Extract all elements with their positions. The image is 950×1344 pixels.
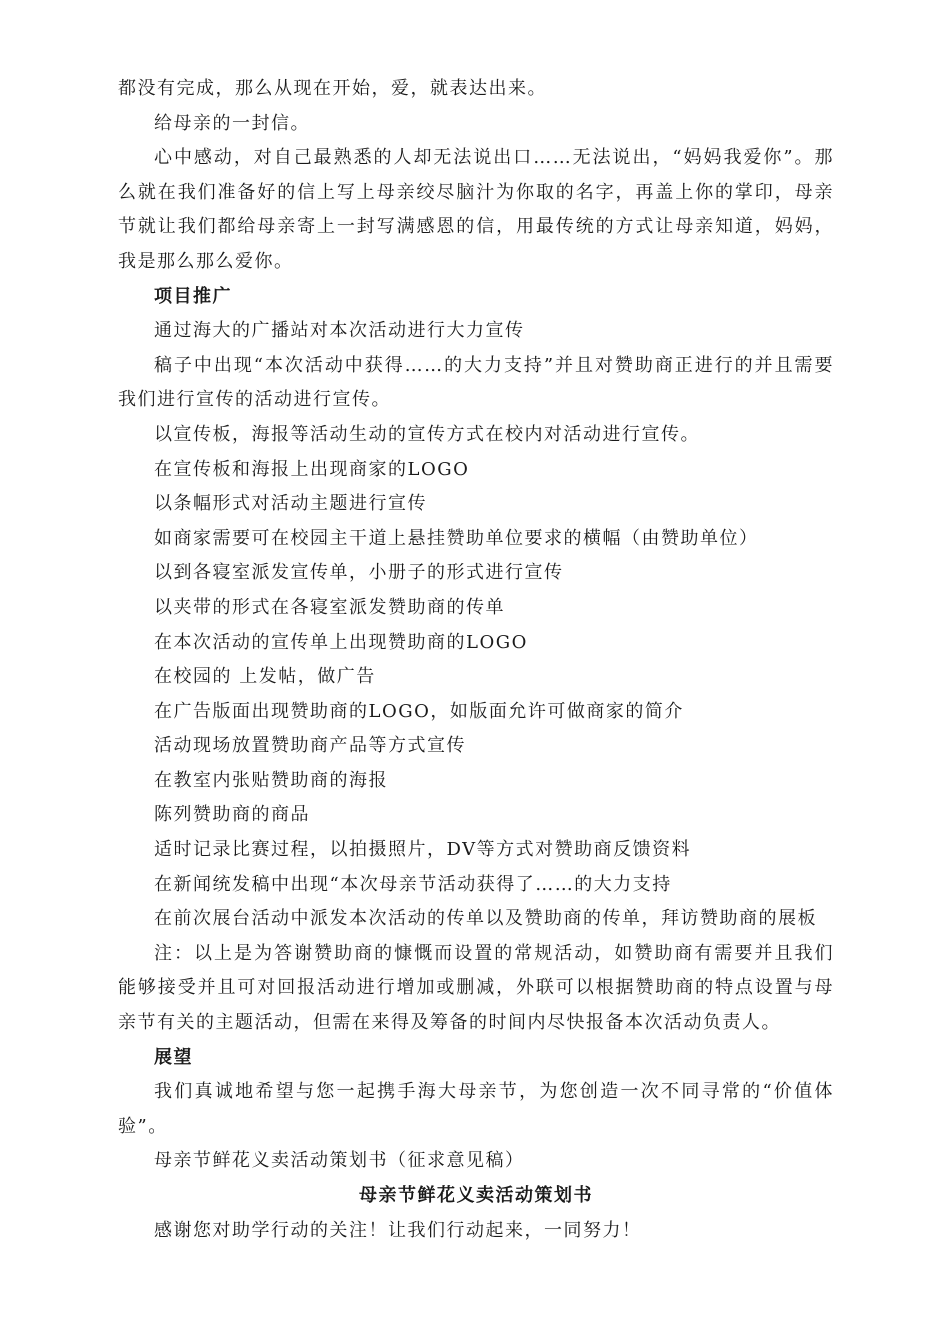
document-title: 母亲节鲜花义卖活动策划书 [359, 1185, 593, 1206]
paragraph-letter-body: 心中感动，对自己最熟悉的人却无法说出口……无法说出，“妈妈我爱你”。那么就在我们准备好的信上写上母亲绞尽脑汁为你取的名字，再盖上你的掌印，母亲节就让我们都给母亲寄上一封写满感恩的信，用最传统的方式让母亲知道，妈妈，我是那么那么爱你。 [118, 147, 834, 272]
section-heading-outlook: 展望 [154, 1046, 193, 1068]
list-item: 适时记录比赛过程，以拍摄照片，DV等方式对赞助商反馈资料 [154, 839, 692, 861]
section-heading-promotion: 项目推广 [154, 285, 232, 307]
paragraph-draft-label: 母亲节鲜花义卖活动策划书（征求意见稿） [154, 1150, 525, 1172]
list-item: 在新闻统发稿中出现“本次母亲节活动获得了……的大力支持 [154, 873, 672, 895]
list-item: 通过海大的广播站对本次活动进行大力宣传 [154, 320, 525, 342]
paragraph-note: 注：以上是为答谢赞助商的慷慨而设置的常规活动，如赞助商有需要并且我们能够接受并且可对回报活动进行增加或删减，外联可以根据赞助商的特点设置与母亲节有关的主题活动，但需在来得及筹备的时间内尽快报备本次活动负责人。 [118, 942, 834, 1034]
list-item: 在校园的 上发帖，做广告 [154, 666, 376, 688]
list-item: 在教室内张贴赞助商的海报 [154, 769, 388, 791]
list-item: 在宣传板和海报上出现商家的LOGO [154, 458, 470, 480]
document-body [118, 72, 834, 1248]
paragraph-outlook: 我们真诚地希望与您一起携手海大母亲节，为您创造一次不同寻常的“价值体验”。 [118, 1081, 834, 1137]
list-item: 以宣传板，海报等活动生动的宣传方式在校内对活动进行宣传。 [154, 423, 700, 445]
list-item: 以条幅形式对活动主题进行宣传 [154, 493, 427, 515]
paragraph-continuation: 都没有完成，那么从现在开始，爱，就表达出来。 [118, 78, 547, 99]
list-item: 陈列赞助商的商品 [154, 804, 310, 826]
list-item: 如商家需要可在校园主干道上悬挂赞助单位要求的横幅（由赞助单位） [154, 527, 759, 549]
paragraph-letter-intro: 给母亲的一封信。 [154, 112, 310, 134]
list-item: 活动现场放置赞助商产品等方式宣传 [154, 735, 466, 757]
list-item: 稿子中出现“本次活动中获得……的大力支持”并且对赞助商正进行的并且需要我们进行宣传的活动进行宣传。 [118, 354, 834, 411]
list-item: 在广告版面出现赞助商的LOGO，如版面允许可做商家的简介 [154, 700, 684, 722]
list-item: 在本次活动的宣传单上出现赞助商的LOGO [154, 631, 528, 653]
list-item: 以夹带的形式在各寝室派发赞助商的传单 [154, 596, 505, 618]
paragraph-thanks: 感谢您对助学行动的关注！让我们行动起来，一同努力！ [154, 1219, 642, 1241]
list-item: 以到各寝室派发宣传单，小册子的形式进行宣传 [154, 562, 564, 584]
list-item: 在前次展台活动中派发本次活动的传单以及赞助商的传单，拜访赞助商的展板 [154, 908, 817, 930]
